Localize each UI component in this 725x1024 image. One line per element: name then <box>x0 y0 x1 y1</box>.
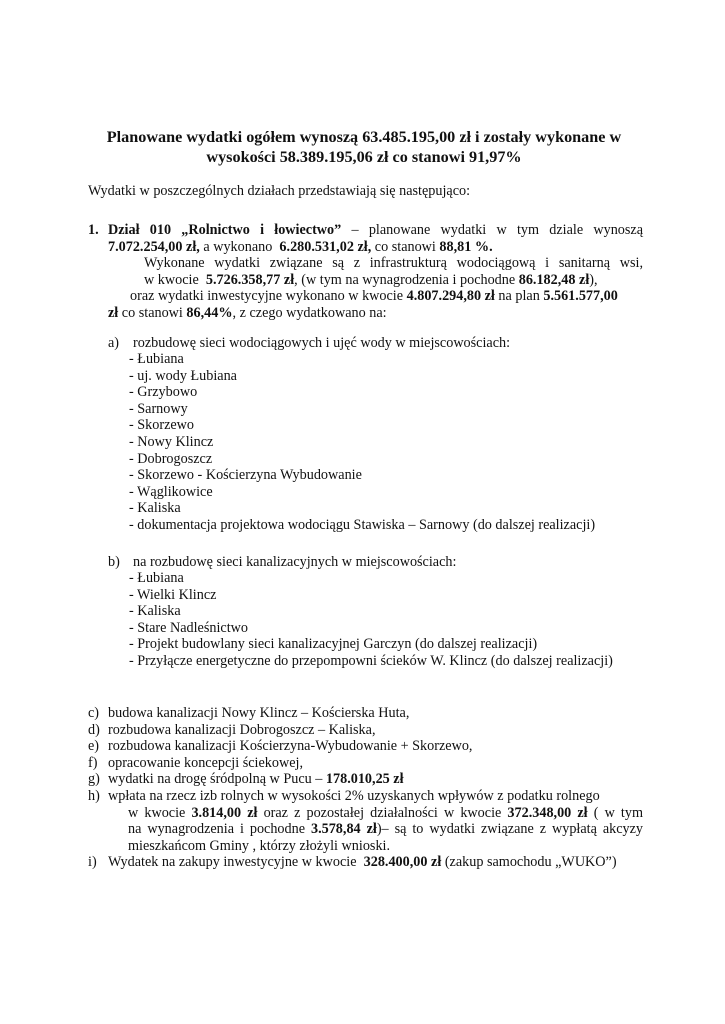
list-item: - Dobrogoszcz <box>129 450 213 467</box>
list-item: - Skorzewo - Kościerzyna Wybudowanie <box>129 467 362 484</box>
list-marker: a) <box>108 335 120 351</box>
list-item-c: c) budowa kanalizacji Nowy Klincz – Kościerska Huta, <box>88 705 410 721</box>
list-item-i: i) Wydatek na zakupy inwestycyjne w kwocie 328.400,00 zł (zakup samochodu „WUKO”) <box>88 854 617 871</box>
section-1-line-3: Wykonane wydatki związane są z infrastrukturą wodociągową i sanitarną wsi, <box>144 255 643 272</box>
section-1-body <box>108 222 643 322</box>
list-b-heading: na rozbudowę sieci kanalizacyjnych w miejscowościach: <box>133 554 457 570</box>
section-number: 1. <box>88 222 99 238</box>
list-item: - Skorzewo <box>129 417 195 434</box>
list-a-heading: rozbudowę sieci wodociągowych i ujęć wody w miejscowościach: <box>133 335 511 351</box>
list-item: - Projekt budowlany sieci kanalizacyjnej Garczyn (do dalszej realizacji) <box>129 636 538 653</box>
list-item-f: f) opracowanie koncepcji ściekowej, <box>88 754 303 771</box>
execution-percent: 88,81 %. <box>439 238 493 255</box>
list-item-g: g) wydatki na drogę śródpolną w Pucu – 178.010,25 zł <box>88 771 404 788</box>
list-item-d: d) rozbudowa kanalizacji Dobrogoszcz – Kaliska, <box>88 721 376 738</box>
title-line-2: wysokości 58.389.195,06 zł co stanowi 91,97% <box>206 148 522 166</box>
list-item-h: h) wpłata na rzecz izb rolnych w wysokości 2% uzyskanych wpływów z podatku rolnego <box>88 787 600 804</box>
list-item: - Przyłącze energetyczne do przepompowni ścieków W. Klincz (do dalszej realizacji) <box>129 652 613 669</box>
executed-amount: 6.280.531,02 zł, <box>279 238 372 255</box>
section-1-line-5: oraz wydatki inwestycyjne wykonano w kwocie 4.807.294,80 zł na plan 5.561.577,00 <box>130 288 618 305</box>
list-item-h-line-4: mieszkańcom Gminy , którzy złożyli wnioski. <box>128 837 391 854</box>
list-item: - dokumentacja projektowa wodociągu Stawiska – Sarnowy (do dalszej realizacji) <box>129 516 596 533</box>
section-1-line-1: Dział 010 „Rolnictwo i łowiectwo” – planowane wydatki w tym dziale wynoszą <box>108 222 644 238</box>
list-item: - Grzybowo <box>129 384 198 401</box>
list-item-e: e) rozbudowa kanalizacji Kościerzyna-Wybudowanie + Skorzewo, <box>88 738 473 755</box>
list-item: - Nowy Klincz <box>129 433 214 450</box>
section-1-line-6: zł co stanowi 86,44%, z czego wydatkowano na: <box>108 304 387 321</box>
title-line-1: Planowane wydatki ogółem wynoszą 63.485.195,00 zł i zostały wykonane w <box>106 128 622 146</box>
list-item: - Łubiana <box>129 570 184 586</box>
section-1-line-4: w kwocie 5.726.358,77 zł, (w tym na wynagrodzenia i pochodne 86.182,48 zł), <box>144 271 598 288</box>
section-1-line-2: 7.072.254,00 zł, a wykonano 6.280.531,02 zł, co stanowi 88,81 %. <box>108 238 493 255</box>
list-item: - uj. wody Łubiana <box>129 367 237 384</box>
document-title <box>80 127 648 167</box>
lower-list <box>88 705 643 871</box>
list-b-items <box>129 570 613 670</box>
list-a-items <box>129 351 595 534</box>
list-item: - Wielki Klincz <box>129 586 217 603</box>
list-item: - Sarnowy <box>129 400 188 417</box>
list-item: - Wąglikowice <box>129 483 213 500</box>
list-item: - Łubiana <box>129 351 184 367</box>
planned-amount: 7.072.254,00 zł, <box>108 238 200 255</box>
list-item: - Kaliska <box>129 500 181 517</box>
list-item: - Kaliska <box>129 603 181 620</box>
intro-paragraph: Wydatki w poszczególnych działach przedstawiają się następująco: <box>88 183 471 199</box>
list-item: - Stare Nadleśnictwo <box>129 619 248 636</box>
list-marker: b) <box>108 554 120 570</box>
section-1-heading: Dział 010 „Rolnictwo i łowiectwo” <box>108 222 342 238</box>
list-item-h-line-2: w kwocie 3.814,00 zł oraz z pozostałej działalności w kwocie 372.348,00 zł ( w tym <box>128 804 643 821</box>
list-item-h-line-3: na wynagrodzenia i pochodne 3.578,84 zł)– są to wydatki związane z wypłatą akcyzy <box>128 821 644 838</box>
